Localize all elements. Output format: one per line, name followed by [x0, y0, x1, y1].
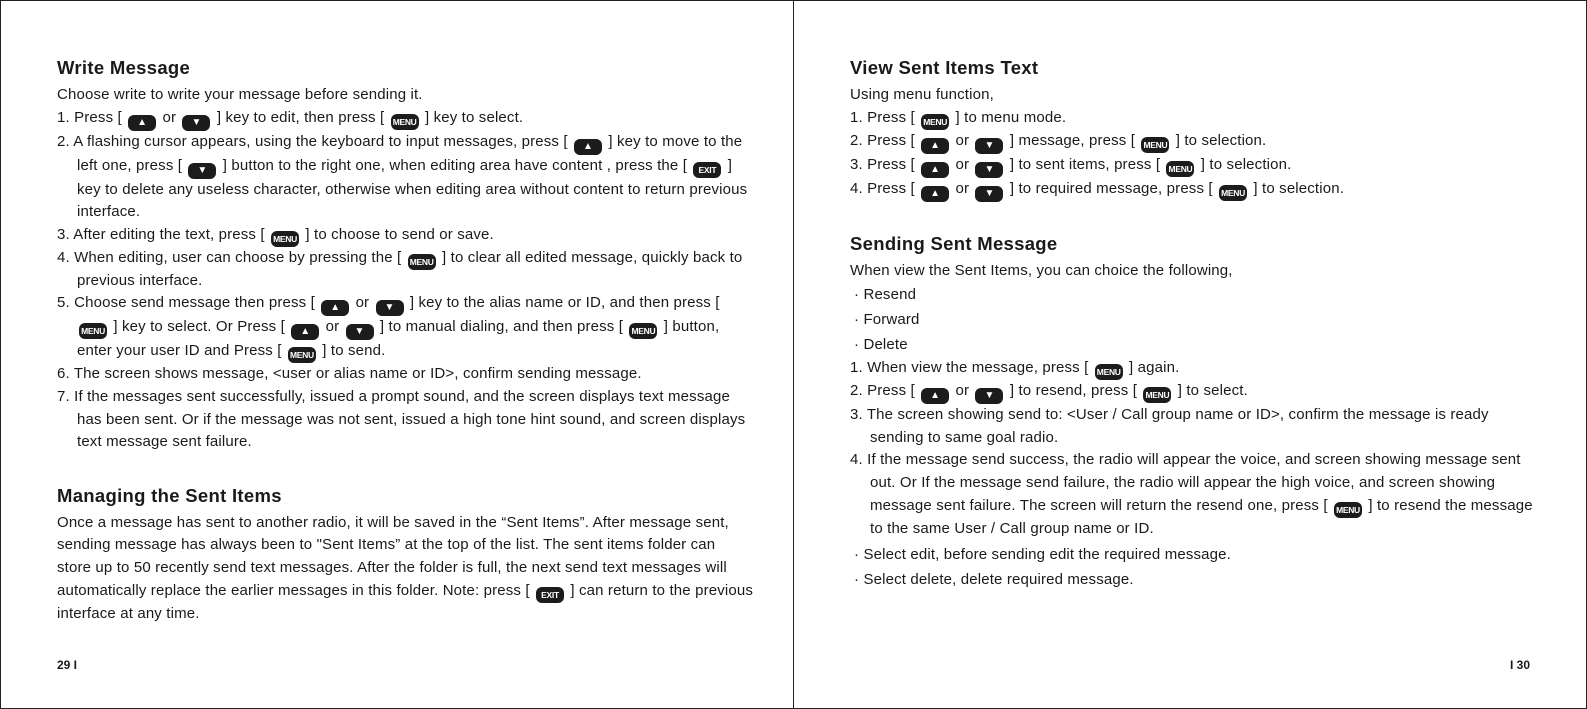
option-resend: · Resend: [854, 286, 917, 304]
up-key-icon: ▲: [921, 388, 949, 404]
write-step-5: 5. Choose send message then press [ ▲ or ▼ ] key to the alias name or ID, and then press [ MENU ] key to select. Or Press [ ▲ or ▼ ] to manual dialing, and then press [ MENU ] button, enter your user ID and Press [ MENU ] to send.: [57, 292, 753, 363]
sending-extra-options: [850, 542, 1546, 592]
down-key-icon: ▼: [975, 138, 1003, 154]
page-number-right: I 30: [1509, 658, 1530, 672]
option-delete: · Delete: [854, 336, 908, 354]
section-gap: [57, 454, 753, 484]
up-key-icon: ▲: [291, 324, 319, 340]
menu-key-icon: MENU: [1141, 137, 1169, 153]
sending-sent-message-heading: Sending Sent Message: [850, 232, 1058, 254]
up-key-icon: ▲: [321, 300, 349, 316]
menu-key-icon: MENU: [1166, 161, 1194, 177]
page-29: [1, 1, 794, 708]
menu-key-icon: MENU: [1095, 364, 1123, 380]
write-message-heading: Write Message: [57, 57, 191, 78]
up-key-icon: ▲: [921, 186, 949, 202]
up-key-icon: ▲: [574, 139, 602, 155]
page-number-left: 29 I: [57, 658, 78, 672]
sending-step-3: 3. The screen showing send to: <User / Call group name or ID>, confirm the message is ready sending to same goal radio.: [850, 406, 1489, 446]
menu-key-icon: MENU: [288, 347, 316, 363]
sending-intro: When view the Sent Items, you can choice the following,: [850, 261, 1233, 279]
view-intro: Using menu function,: [850, 86, 994, 103]
down-key-icon: ▼: [975, 186, 1003, 202]
menu-key-icon: MENU: [79, 323, 107, 339]
exit-key-icon: EXIT: [536, 587, 564, 603]
down-key-icon: ▼: [376, 300, 404, 316]
managing-sent-items-heading: Managing the Sent Items: [57, 484, 282, 506]
down-key-icon: ▼: [188, 163, 216, 179]
managing-body: Once a message has sent to another radio, it will be saved in the “Sent Items”. After message sent, sending message has always been to "Sent Items” at the top of the list. The sent items folder can store up to 50 recently send text messages. After the folder is full, the next send text messages will automatically replace the earlier messages in this folder. Note: press [ EXIT ] can return to the previous interface at any time.: [57, 513, 753, 622]
option-select-edit: · Select edit, before sending edit the required message.: [854, 546, 1231, 564]
write-step-2: 2. A flashing cursor appears, using the keyboard to input messages, press [ ▲ ] key to move to the left one, press [ ▼ ] button to the right one, when editing area have content , press the [ EXIT ] key to delete any useless character, otherwise when editing area without content to return previous interface.: [57, 132, 748, 221]
sending-step-1: 1. When view the message, press [ MENU ] again.: [850, 357, 1546, 380]
menu-key-icon: MENU: [921, 114, 949, 130]
up-key-icon: ▲: [128, 115, 156, 131]
up-key-icon: ▲: [921, 138, 949, 154]
up-key-icon: ▲: [921, 162, 949, 178]
option-select-delete: · Select delete, delete required message.: [854, 571, 1134, 589]
write-step-4: 4. When editing, user can choose by pressing the [ MENU ] to clear all edited message, quickly back to previous interface.: [57, 248, 743, 289]
down-key-icon: ▼: [346, 324, 374, 340]
menu-key-icon: MENU: [629, 323, 657, 339]
menu-key-icon: MENU: [1143, 387, 1171, 403]
menu-key-icon: MENU: [1334, 502, 1362, 518]
view-step-3: 3. Press [ ▲ or ▼ ] to sent items, press [ MENU ] to selection.: [850, 154, 1546, 178]
write-step-3: 3. After editing the text, press [ MENU ] to choose to send or save.: [57, 224, 753, 247]
view-step-2: 2. Press [ ▲ or ▼ ] message, press [ MENU ] to selection.: [850, 130, 1546, 154]
menu-key-icon: MENU: [391, 114, 419, 130]
sending-steps: [850, 357, 1546, 540]
write-steps: [57, 107, 753, 454]
sending-options: [850, 282, 1546, 357]
write-intro: Choose write to write your message before sending it.: [57, 86, 423, 103]
down-key-icon: ▼: [975, 162, 1003, 178]
exit-key-icon: EXIT: [693, 162, 721, 178]
view-sent-items-heading: View Sent Items Text: [850, 57, 1039, 78]
view-step-4: 4. Press [ ▲ or ▼ ] to required message, press [ MENU ] to selection.: [850, 178, 1546, 202]
write-step-7: 7. If the messages sent successfully, issued a prompt sound, and the screen displays text message has been sent. Or if the message was not sent, issued a high tone hint sound, and screen displays text message sent failure.: [57, 387, 746, 451]
down-key-icon: ▼: [182, 115, 210, 131]
write-step-1: 1. Press [ ▲ or ▼ ] key to edit, then press [ MENU ] key to select.: [57, 107, 753, 131]
down-key-icon: ▼: [975, 388, 1003, 404]
sending-step-2: 2. Press [ ▲ or ▼ ] to resend, press [ MENU ] to select.: [850, 380, 1546, 404]
write-step-6: 6. The screen shows message, <user or alias name or ID>, confirm sending message.: [57, 365, 642, 383]
menu-key-icon: MENU: [1219, 185, 1247, 201]
view-step-1: 1. Press [ MENU ] to menu mode.: [850, 107, 1546, 130]
sending-step-4: 4. If the message send success, the radio will appear the voice, and screen showing message sent out. Or If the message send failure, the radio will appear the high voice, and screen showing message sent failure. The screen will return the resend one, press [ MENU ] to resend the message to the same User / Call group name or ID.: [850, 451, 1533, 537]
view-steps: [850, 107, 1546, 202]
page-30: [794, 1, 1586, 708]
option-forward: · Forward: [854, 311, 920, 329]
menu-key-icon: MENU: [408, 254, 436, 270]
menu-key-icon: MENU: [271, 231, 299, 247]
section-gap: [850, 202, 1546, 232]
